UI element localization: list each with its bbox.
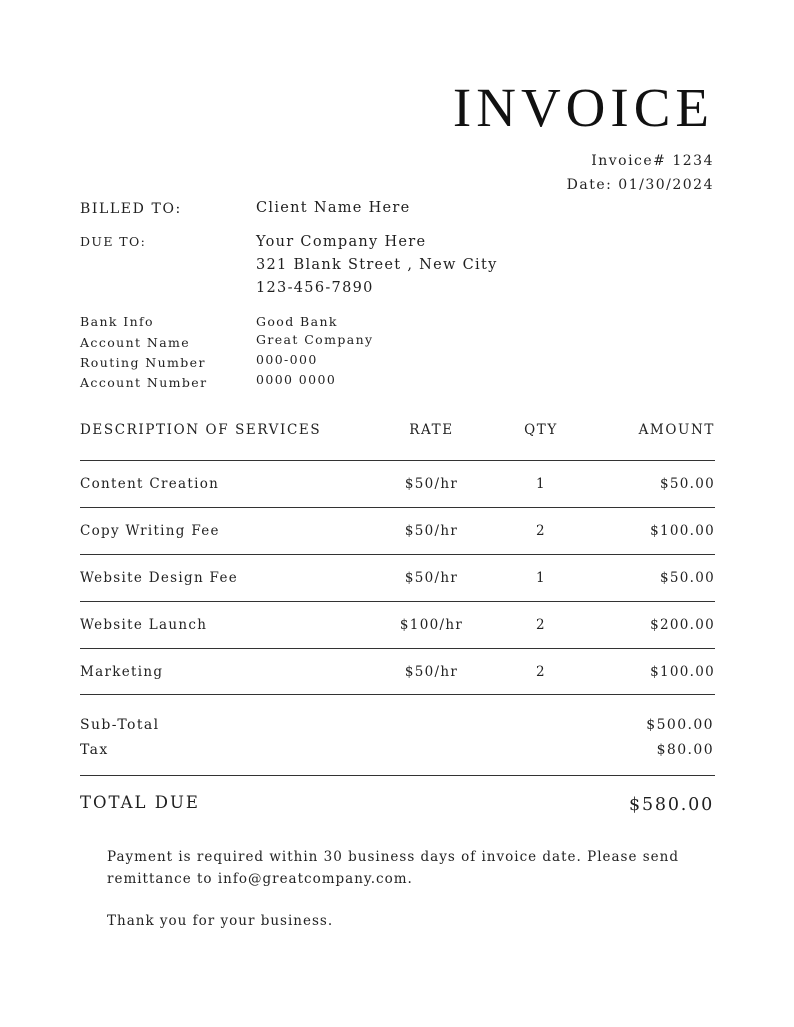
tax-value: $80.00 [656, 742, 714, 758]
row-rate: $50/hr [404, 476, 459, 492]
row-description: Marketing [80, 664, 164, 680]
row-qty: 2 [536, 664, 546, 680]
table-row [80, 554, 715, 601]
row-description: Content Creation [80, 476, 220, 492]
table-row [80, 460, 715, 507]
row-qty: 2 [536, 523, 546, 539]
routing-number-label: Routing Number [80, 355, 206, 370]
due-to-address: 321 Blank Street , New City [256, 257, 498, 273]
row-rate: $50/hr [404, 570, 459, 586]
total-due-label: TOTAL DUE [80, 793, 200, 812]
thank-you-note: Thank you for your business. [107, 913, 334, 929]
table-row [80, 648, 715, 695]
row-qty: 1 [536, 570, 546, 586]
row-rate: $50/hr [404, 523, 459, 539]
total-due-value: $580.00 [629, 795, 714, 815]
subtotal-value: $500.00 [646, 717, 714, 733]
table-header [80, 422, 715, 460]
row-rate: $50/hr [404, 664, 459, 680]
account-number-value: 0000 0000 [256, 372, 337, 387]
header-amount: AMOUNT [638, 422, 715, 438]
services-table [80, 422, 715, 695]
row-amount: $100.00 [650, 523, 715, 539]
row-amount: $200.00 [650, 617, 715, 633]
header-rate: RATE [409, 422, 454, 438]
account-number-label: Account Number [80, 375, 208, 390]
payment-note: Payment is required within 30 business days of invoice date. Please send remittance to info@greatcompany.com. [107, 849, 680, 887]
billed-to-label: BILLED TO: [80, 201, 182, 217]
routing-number-value: 000-000 [256, 352, 318, 367]
row-amount: $50.00 [659, 476, 715, 492]
account-name-label: Account Name [80, 335, 191, 350]
row-description: Website Design Fee [80, 570, 239, 586]
bank-info-label: Bank Info [80, 314, 154, 329]
row-qty: 2 [536, 617, 546, 633]
billed-to-value: Client Name Here [256, 200, 411, 216]
invoice-date: Date: 01/30/2024 [566, 177, 714, 193]
due-to-company: Your Company Here [256, 234, 427, 250]
invoice-number: Invoice# 1234 [591, 153, 714, 169]
invoice-title: INVOICE [452, 77, 714, 138]
row-qty: 1 [536, 476, 546, 492]
account-name-value: Great Company [256, 332, 374, 347]
total-divider [80, 775, 715, 776]
table-row [80, 507, 715, 554]
header-description: DESCRIPTION OF SERVICES [80, 422, 322, 438]
row-description: Copy Writing Fee [80, 523, 220, 539]
tax-label: Tax [80, 742, 109, 758]
header-qty: QTY [524, 422, 558, 438]
row-description: Website Launch [80, 617, 208, 633]
row-amount: $50.00 [659, 570, 715, 586]
due-to-phone: 123-456-7890 [256, 280, 374, 296]
subtotal-label: Sub-Total [80, 717, 160, 733]
row-rate: $100/hr [399, 617, 464, 633]
due-to-label: DUE TO: [80, 234, 147, 249]
table-row [80, 601, 715, 648]
bank-info-value: Good Bank [256, 314, 338, 329]
row-amount: $100.00 [650, 664, 715, 680]
